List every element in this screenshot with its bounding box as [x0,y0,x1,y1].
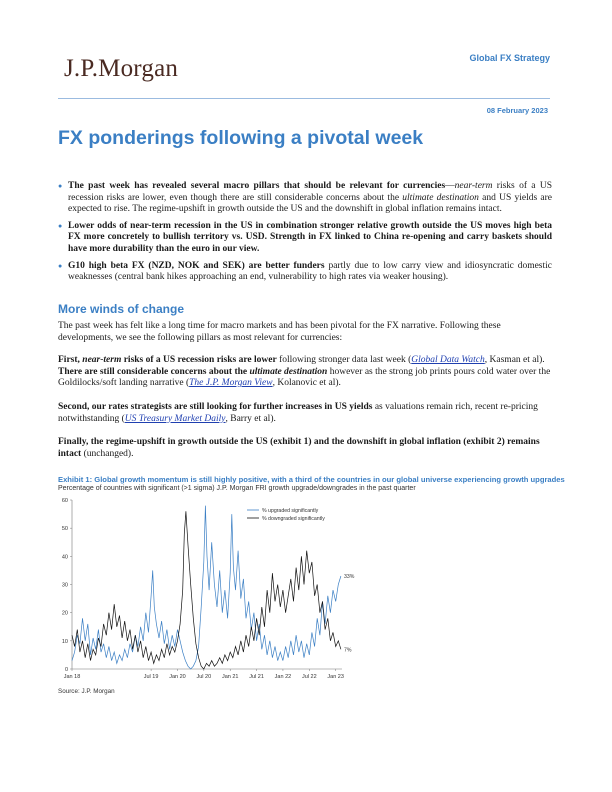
text: and US yields are expected to rise. The regime-upshift in growth outside the US and the downshift in global inflation remains intact. [68,192,553,215]
key-point-lead: G10 high beta FX (NZD, NOK and SEK) are better funders [68,260,325,271]
text: Second, our rates strategists are still looking for further increases in US yields [58,402,373,412]
treasury-daily-link[interactable]: US Treasury Market Daily [124,413,226,424]
legend-label: % upgraded significantly [262,508,319,514]
key-point-lead: The past week has revealed several macro pillars that should be relevant for currencies [68,181,446,191]
exhibit-source: Source: J.P. Morgan [58,688,115,695]
emphasis: near-term [454,181,493,191]
intro-paragraph: The past week has felt like a long time for macro markets and has been pivotal for the FX narrative. Following these developments, we see the following pillars as most relevant for currencies: [58,321,501,343]
text: — [445,181,455,191]
growth-revision-chart [58,494,358,684]
text: as valuations remain rich, recent re-pricing notwithstanding ( [58,402,538,424]
key-point [58,261,552,284]
end-value-labels [344,574,355,653]
x-axis-ticks [64,669,344,680]
y-tick-label: 20 [61,610,68,617]
text: Finally, the regime-upshift in growth outside the US (exhibit 1) and the downshift in global inflation (exhibit 2) remains intact [58,437,540,459]
text: , Barry et al). [225,413,276,424]
x-tick-label: Jul 20 [196,674,212,680]
emphasis: near-term [82,355,122,365]
x-tick-label: Jan 22 [274,674,292,680]
x-tick-label: Jul 22 [301,674,317,680]
text: There are still considerable concerns about the [58,366,250,377]
text: following stronger data last week ( [276,355,412,365]
text: (unchanged). [81,448,134,459]
text: however as the strong job prints pours cold water over the Goldilocks/soft landing narrative ( [58,366,551,389]
end-value-label: 7% [344,647,352,654]
x-tick-label: Jan 23 [327,674,344,680]
key-point [58,181,552,216]
exhibit-subtitle: Percentage of countries with significant (>1 sigma) J.P. Morgan FRI growth upgrade/downgrades in the past quarter [58,485,416,492]
paragraph-first [58,355,552,390]
page-title: FX ponderings following a pivotal week [58,127,424,149]
exhibit-title: Exhibit 1: Global growth momentum is still highly positive, with a third of the countries in our global universe experiencing growth upgrades [58,475,565,484]
chart-legend [247,508,325,522]
y-tick-label: 40 [61,554,68,561]
y-tick-label: 0 [64,667,68,673]
upgrades-series-line [72,506,341,669]
paragraph-third [58,437,552,460]
paragraph-second [58,402,552,425]
key-point [58,221,552,256]
text: risks of a US recession risks are lower [121,355,277,365]
y-tick-label: 30 [61,582,68,589]
x-tick-label: Jul 19 [143,674,159,680]
x-tick-label: Jan 21 [221,674,239,680]
legend-label: % downgraded significantly [262,516,325,522]
emphasis: ultimate destination [402,192,479,203]
x-tick-label: Jul 21 [249,674,264,680]
global-data-watch-link[interactable]: Global Data Watch [411,355,485,365]
text: partly due to low carry view and idiosyncratic domestic weaknesses (central bank hikes approaching an end, vulnerability to high rates via weaker housing). [68,260,552,283]
text: risks of a US recession risks are lower, even though there are still considerable concerns about the [68,181,552,203]
key-point-lead: Lower odds of near-term recession in the US in combination stronger relative growth outside the US moves high beta FX more concretely to bullish territory vs. USD. Strength in FX linked to China re-opening and carry baskets should have more durability than the euro in our view. [68,220,552,254]
publication-date: 08 February 2023 [486,106,548,115]
x-tick-label: Jan 18 [63,674,81,680]
y-tick-label: 10 [61,638,68,645]
y-tick-label: 60 [61,498,68,504]
text: , Kasman et al). [484,355,545,365]
text: First, [58,355,83,365]
section-heading: More winds of change [58,302,185,316]
jpmorgan-logo: J.P.Morgan [64,55,179,82]
header-divider [58,98,550,99]
y-tick-label: 50 [61,526,68,533]
end-value-label: 33% [344,574,355,581]
department-label: Global FX Strategy [469,53,550,63]
y-axis-ticks [62,498,72,673]
series-lines [72,506,341,669]
key-points-list [58,181,552,289]
x-tick-label: Jan 20 [169,674,186,680]
text: , Kolanovic et al). [272,378,341,389]
emphasis: ultimate destination [249,366,328,377]
jpm-view-link[interactable]: The J.P. Morgan View [189,378,273,389]
